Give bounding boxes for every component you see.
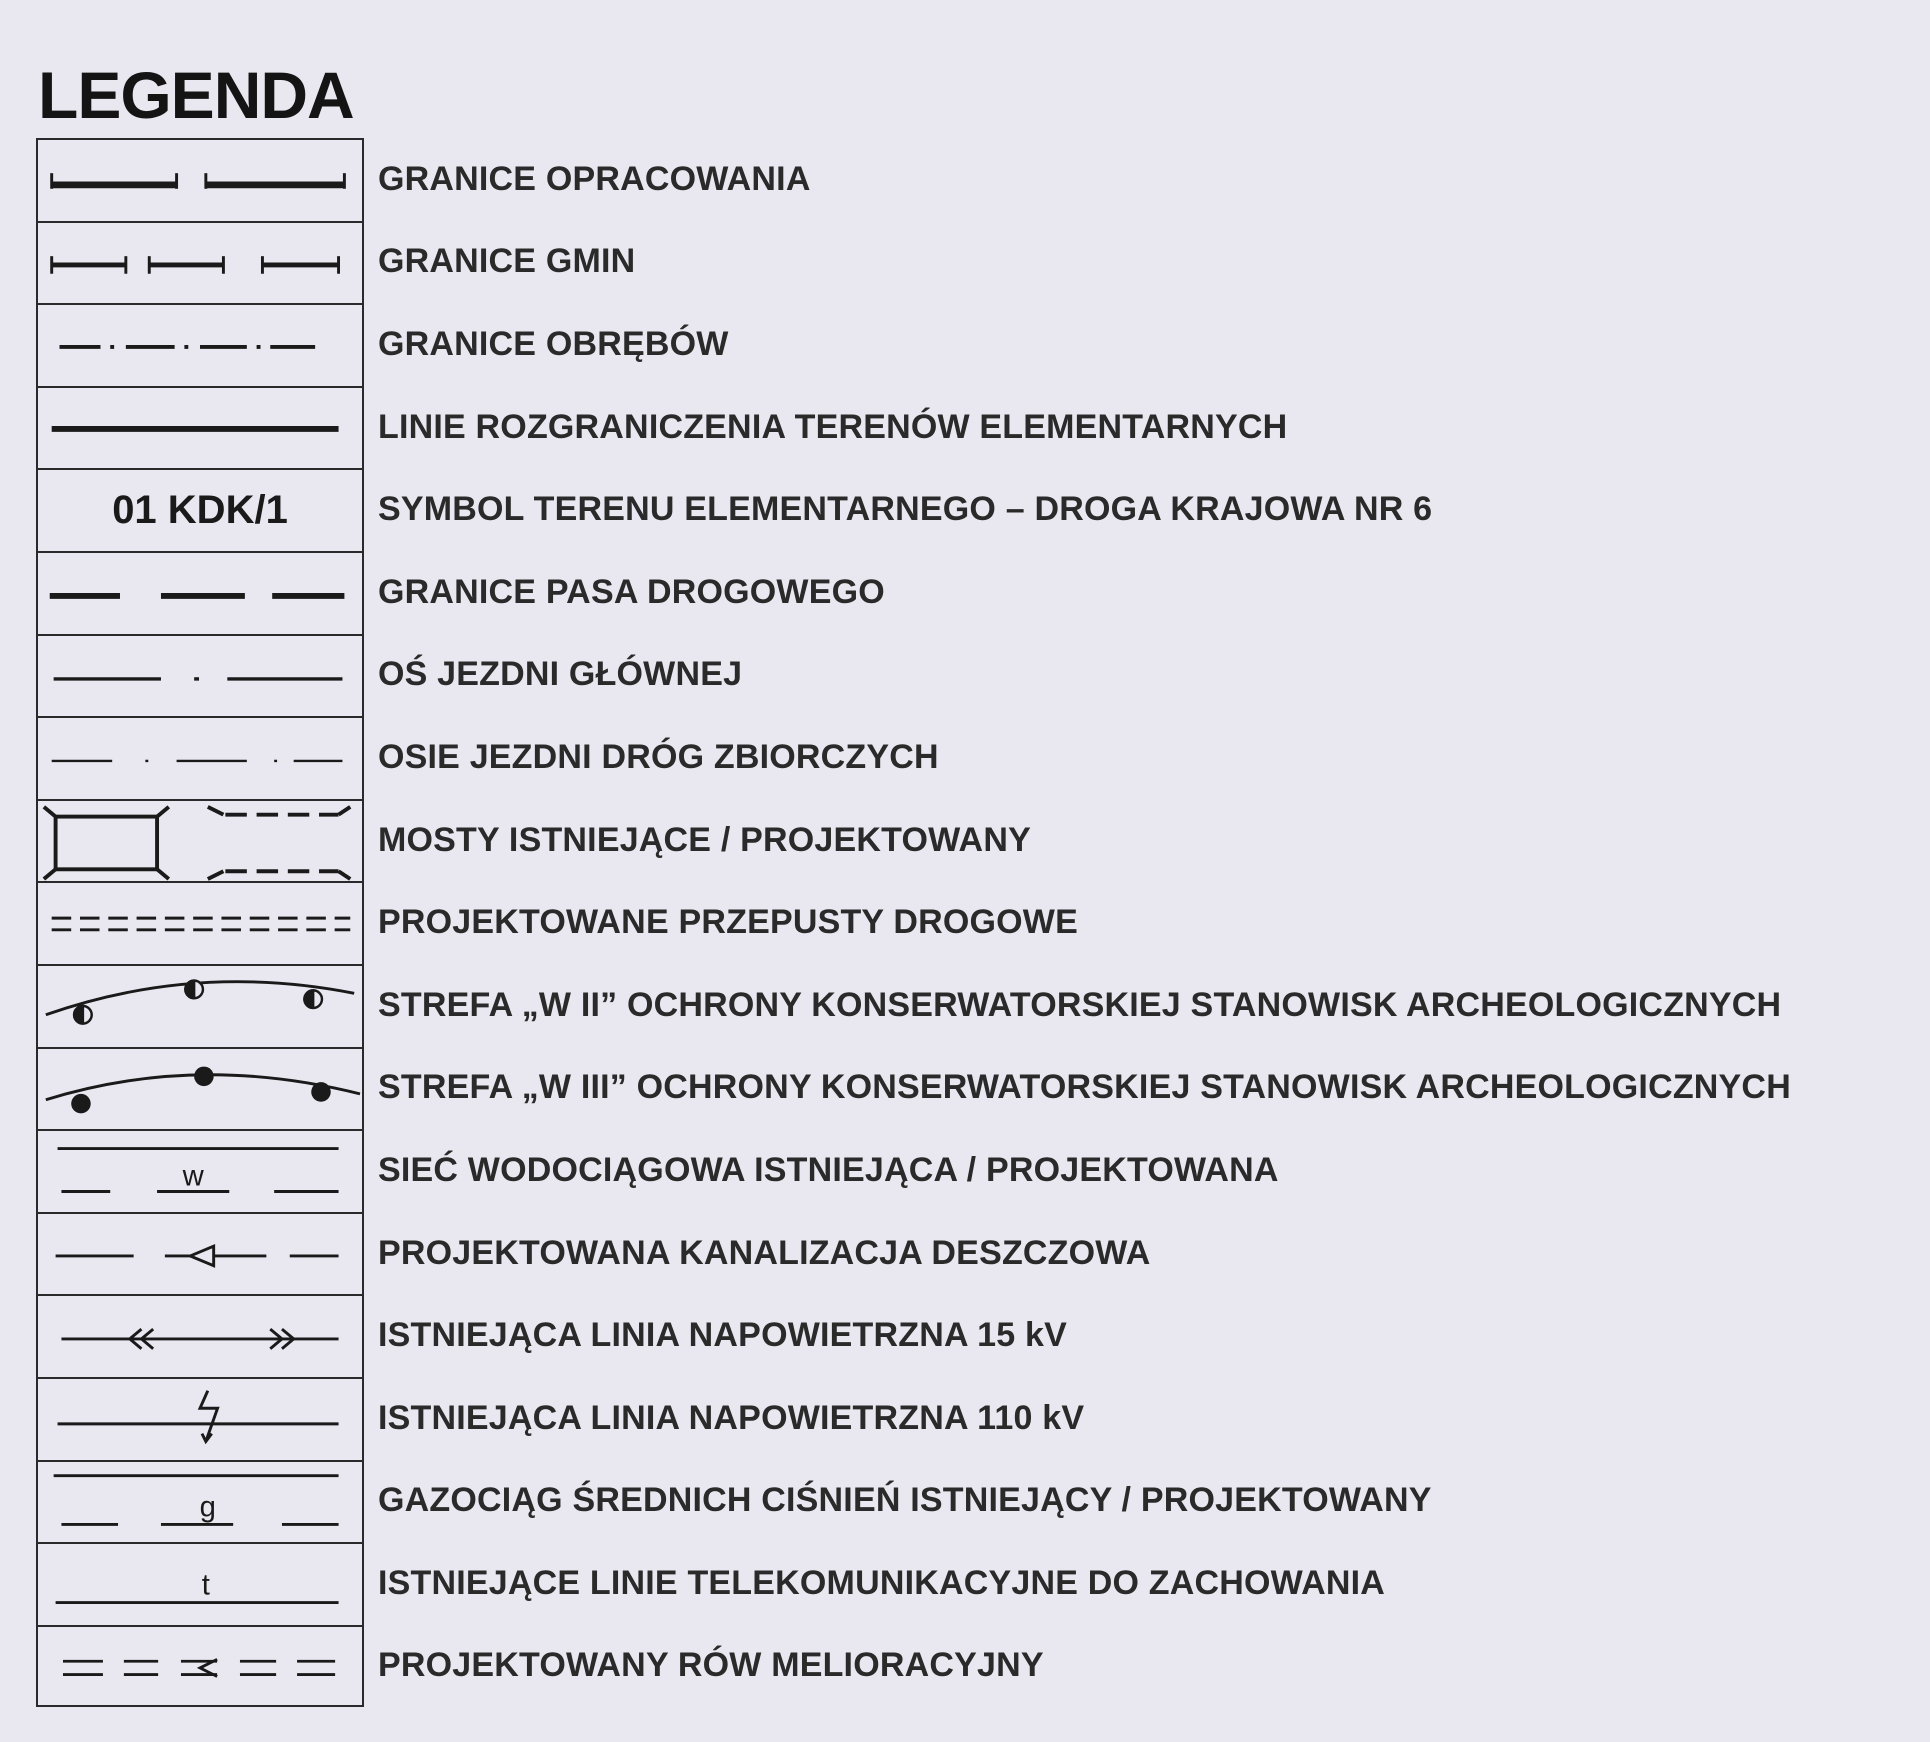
legend-row <box>36 881 1930 964</box>
symbol-line-15kv <box>36 1294 364 1377</box>
symbol-dashed-long <box>36 551 364 634</box>
legend-row <box>36 138 1930 221</box>
symbol-dash-dot-thin <box>36 634 364 717</box>
symbol-arc-full-circles <box>36 1047 364 1130</box>
gas-pipeline-icon <box>38 1462 362 1543</box>
symbol-boundary-precinct <box>36 303 364 386</box>
legend-row <box>36 221 1930 304</box>
legend-label: SIEĆ WODOCIĄGOWA ISTNIEJĄCA / PROJEKTOWANA <box>378 1150 1279 1189</box>
boundary-study-area-icon <box>38 140 362 221</box>
legend-row <box>36 634 1930 717</box>
water-network-icon <box>38 1131 362 1212</box>
legend-row <box>36 468 1930 551</box>
symbol-telecom <box>36 1542 364 1625</box>
symbol-storm-sewer <box>36 1212 364 1295</box>
legend-label: ISTNIEJĄCA LINIA NAPOWIETRZNA 110 kV <box>378 1398 1085 1437</box>
legend-label: GRANICE OBRĘBÓW <box>378 324 729 363</box>
terrain-code: 01 KDK/1 <box>112 488 288 533</box>
solid-line-icon <box>38 388 362 469</box>
legend-row <box>36 1377 1930 1460</box>
legend-row <box>36 1212 1930 1295</box>
legend-label: ISTNIEJĄCA LINIA NAPOWIETRZNA 15 kV <box>378 1316 1067 1355</box>
legend-label: STREFA „W III” OCHRONY KONSERWATORSKIEJ STANOWISK ARCHEOLOGICZNYCH <box>378 1068 1791 1107</box>
symbol-dash-dot-thinner <box>36 716 364 799</box>
legend-row <box>36 303 1930 386</box>
symbol-water-network <box>36 1129 364 1212</box>
bridge-icon <box>38 801 362 882</box>
symbol-bridge <box>36 799 364 882</box>
legend-row <box>36 1294 1930 1377</box>
legend-row <box>36 386 1930 469</box>
symbol-gas-pipeline <box>36 1460 364 1543</box>
legend-label: ISTNIEJĄCE LINIE TELEKOMUNIKACYJNE DO ZACHOWANIA <box>378 1563 1385 1602</box>
legend-row <box>36 1460 1930 1543</box>
legend-label: MOSTY ISTNIEJĄCE / PROJEKTOWANY <box>378 820 1031 859</box>
storm-sewer-icon <box>38 1214 362 1295</box>
telecom-letter: t <box>201 1569 210 1602</box>
thin-dash-dot-line-icon <box>38 718 362 799</box>
boundary-municipality-icon <box>38 223 362 304</box>
symbol-drainage-ditch <box>36 1625 364 1708</box>
legend-title: LEGENDA <box>38 58 354 132</box>
legend-row <box>36 1047 1930 1130</box>
legend-label: PROJEKTOWANY RÓW MELIORACYJNY <box>378 1646 1044 1685</box>
symbol-solid-line <box>36 386 364 469</box>
archaeology-zone-w2-icon <box>38 966 362 1047</box>
drainage-ditch-icon <box>38 1627 362 1706</box>
legend-label: OŚ JEZDNI GŁÓWNEJ <box>378 655 743 694</box>
legend-table <box>36 138 1930 1707</box>
legend-label: PROJEKTOWANE PRZEPUSTY DROGOWE <box>378 903 1078 942</box>
legend-label: SYMBOL TERENU ELEMENTARNEGO – DROGA KRAJOWA NR 6 <box>378 490 1433 529</box>
telecom-line-icon <box>38 1544 362 1625</box>
legend-row <box>36 716 1930 799</box>
legend-label: OSIE JEZDNI DRÓG ZBIORCZYCH <box>378 737 939 776</box>
water-letter: w <box>182 1160 204 1193</box>
symbol-line-110kv <box>36 1377 364 1460</box>
legend-label: GRANICE PASA DROGOWEGO <box>378 572 885 611</box>
legend-row <box>36 1129 1930 1212</box>
boundary-precinct-icon <box>38 305 362 386</box>
legend-row <box>36 799 1930 882</box>
legend-label: LINIE ROZGRANICZENIA TERENÓW ELEMENTARNYCH <box>378 407 1288 446</box>
legend-label: GRANICE OPRACOWANIA <box>378 159 811 198</box>
legend-row <box>36 1625 1930 1708</box>
legend-row <box>36 551 1930 634</box>
symbol-code <box>36 468 364 551</box>
power-line-110kv-icon <box>38 1379 362 1460</box>
dashed-line-icon <box>38 553 362 634</box>
symbol-culvert <box>36 881 364 964</box>
legend-label: PROJEKTOWANA KANALIZACJA DESZCZOWA <box>378 1233 1151 1272</box>
power-line-15kv-icon <box>38 1296 362 1377</box>
symbol-boundary-municipality <box>36 221 364 304</box>
dash-dot-line-icon <box>38 636 362 717</box>
archaeology-zone-w3-icon <box>38 1049 362 1130</box>
gas-letter: g <box>199 1491 216 1524</box>
culvert-icon <box>38 883 362 964</box>
symbol-arc-half-circles <box>36 964 364 1047</box>
legend-label: GAZOCIĄG ŚREDNICH CIŚNIEŃ ISTNIEJĄCY / PROJEKTOWANY <box>378 1481 1432 1520</box>
symbol-boundary-study-area <box>36 138 364 221</box>
legend-row <box>36 1542 1930 1625</box>
legend-label: GRANICE GMIN <box>378 242 636 281</box>
legend-row <box>36 964 1930 1047</box>
legend-label: STREFA „W II” OCHRONY KONSERWATORSKIEJ STANOWISK ARCHEOLOGICZNYCH <box>378 985 1782 1024</box>
